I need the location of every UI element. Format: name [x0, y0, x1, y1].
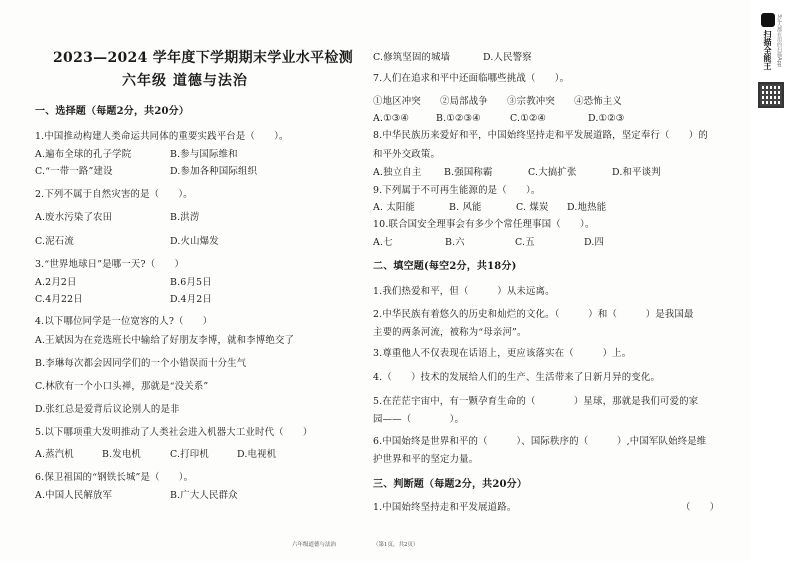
scanner-tagline: 3亿人都在用的扫描App — [776, 14, 782, 67]
section-fill-heading: 二、填空题(每空2分，共18分) — [373, 261, 517, 272]
option-7c: C.①②④ — [510, 113, 547, 124]
question-1: 1.中国推动构建人类命运共同体的重要实践平台是（ ）。 — [35, 131, 289, 142]
option-3a: A.2月2日 — [35, 277, 77, 288]
scanner-logo-icon — [761, 13, 775, 27]
question-10: 10.联合国安全理事会有多少个常任理事国（ ）。 — [373, 219, 595, 230]
option-4c: C.林欣有一个小口头禅，那就是“没关系” — [35, 381, 209, 392]
option-1d: D.参加各种国际组织 — [170, 166, 258, 177]
option-2d: D.火山爆发 — [170, 236, 219, 247]
page-subtitle: 六年级 道德与法治 — [122, 73, 248, 89]
fill-3: 3.尊重他人不仅表现在话语上，更应该落实在（ ）上。 — [373, 348, 632, 359]
judge-1-mark: （ ） — [681, 502, 720, 513]
option-2c: C.泥石流 — [35, 236, 74, 247]
option-8a: A.独立自主 — [373, 167, 422, 178]
option-1c: C.“一带一路”建设 — [35, 166, 113, 177]
fill-5-cont: 园——（ ）。 — [373, 414, 465, 425]
option-5a: A.蒸汽机 — [35, 449, 74, 460]
fill-6-cont: 护世界和平的坚定力量。 — [373, 454, 479, 465]
option-8b: B.强国称霸 — [444, 167, 493, 178]
option-4a: A.王斌因为在竞选班长中输给了好朋友李博，就和李博绝交了 — [35, 335, 295, 346]
judge-1: 1.中国始终坚持走和平发展道路。 — [373, 502, 517, 513]
page-title: 2023—2024 学年度下学期期末学业水平检测 — [53, 50, 354, 66]
option-6b: B.广大人民群众 — [170, 490, 238, 501]
option-4b: B.李琳每次都会因同学们的一个小错误而十分生气 — [35, 358, 247, 369]
option-1a: A.遍布全球的孔子学院 — [35, 149, 132, 160]
option-7b: B.①②③④ — [436, 113, 481, 124]
footer-subject: 六年级道德与法治 — [292, 542, 337, 548]
option-5d: D.电视机 — [237, 449, 277, 460]
question-3: 3.“世界地球日”是哪一天?（ ） — [35, 259, 185, 270]
option-2a: A.废水污染了农田 — [35, 212, 113, 223]
option-5b: B.发电机 — [102, 449, 141, 460]
option-9a: A. 太阳能 — [373, 202, 416, 213]
option-9d: D.地热能 — [567, 202, 607, 213]
scanner-brand: 扫描全能王 — [763, 30, 772, 70]
option-8c: C.大搞扩张 — [528, 167, 577, 178]
option-7a: A.①③④ — [373, 113, 409, 124]
option-8d: D.和平谈判 — [612, 167, 661, 178]
option-10a: A.七 — [373, 237, 393, 248]
option-6d: D.人民警察 — [483, 52, 532, 63]
fill-6: 6.中国始终是世界和平的（ ）、国际秩序的（ ）,中国军队始终是维 — [373, 436, 707, 447]
option-3c: C.4月22日 — [35, 294, 83, 305]
question-6: 6.保卫祖国的“钢铁长城”是（ ）。 — [35, 472, 194, 483]
option-4d: D.张红总是爱背后议论别人的是非 — [35, 404, 180, 415]
option-1b: B.参与国际维和 — [170, 149, 238, 160]
fill-4: 4.（ ）技术的发展给人们的生产、生活带来了日新月异的变化。 — [373, 372, 661, 383]
option-10c: C.五 — [515, 237, 535, 248]
option-10d: D.四 — [584, 237, 605, 248]
option-5c: C.打印机 — [170, 449, 209, 460]
option-7d: D.①②③ — [588, 113, 625, 124]
fill-2-cont: 主要的两条河流，被称为“母亲河”。 — [373, 327, 527, 338]
option-9b: B. 风能 — [449, 202, 482, 213]
question-7-statements: ①地区冲突 ②局部战争 ③宗教冲突 ④恐怖主义 — [373, 96, 622, 107]
section-judge-heading: 三、判断题（每题2分，共20分） — [373, 479, 528, 490]
option-6c: C.修筑坚固的城墙 — [373, 52, 451, 63]
question-8-cont: 和平外交政策。 — [373, 149, 441, 160]
footer-page: （第1页，共2页） — [373, 542, 419, 548]
question-7: 7.人们在追求和平中还面临哪些挑战（ ）。 — [373, 73, 570, 84]
question-8: 8.中华民族历来爱好和平，中国始终坚持走和平发展道路，坚定奉行（ ）的 — [373, 130, 708, 141]
question-5: 5.以下哪项重大发明推动了人类社会进入机器大工业时代（ ） — [35, 427, 313, 438]
option-3b: B.6月5日 — [170, 277, 212, 288]
question-9: 9.下列属于不可再生能源的是（ ）。 — [373, 185, 541, 196]
option-2b: B.洪涝 — [170, 212, 200, 223]
question-4: 4.以下哪位同学是一位宽容的人?（ ） — [35, 316, 213, 327]
option-6a: A.中国人民解放军 — [35, 490, 113, 501]
fill-1: 1.我们热爱和平，但（ ）从未远离。 — [373, 286, 555, 297]
fill-2: 2.中华民族有着悠久的历史和灿烂的文化。（ ）和（ ）是我国最 — [373, 309, 694, 320]
question-2: 2.下列不属于自然灾害的是（ ）。 — [35, 189, 193, 200]
qr-code-icon — [758, 82, 784, 108]
option-3d: D.4月2日 — [170, 294, 213, 305]
option-10b: B.六 — [445, 237, 465, 248]
section-choice-heading: 一、选择题（每题2分，共20分） — [35, 106, 190, 117]
fill-5: 5.在茫茫宇宙中，有一颗孕育生命的（ ）星球，那就是我们可爱的家 — [373, 396, 699, 407]
option-9c: C. 煤炭 — [516, 202, 549, 213]
